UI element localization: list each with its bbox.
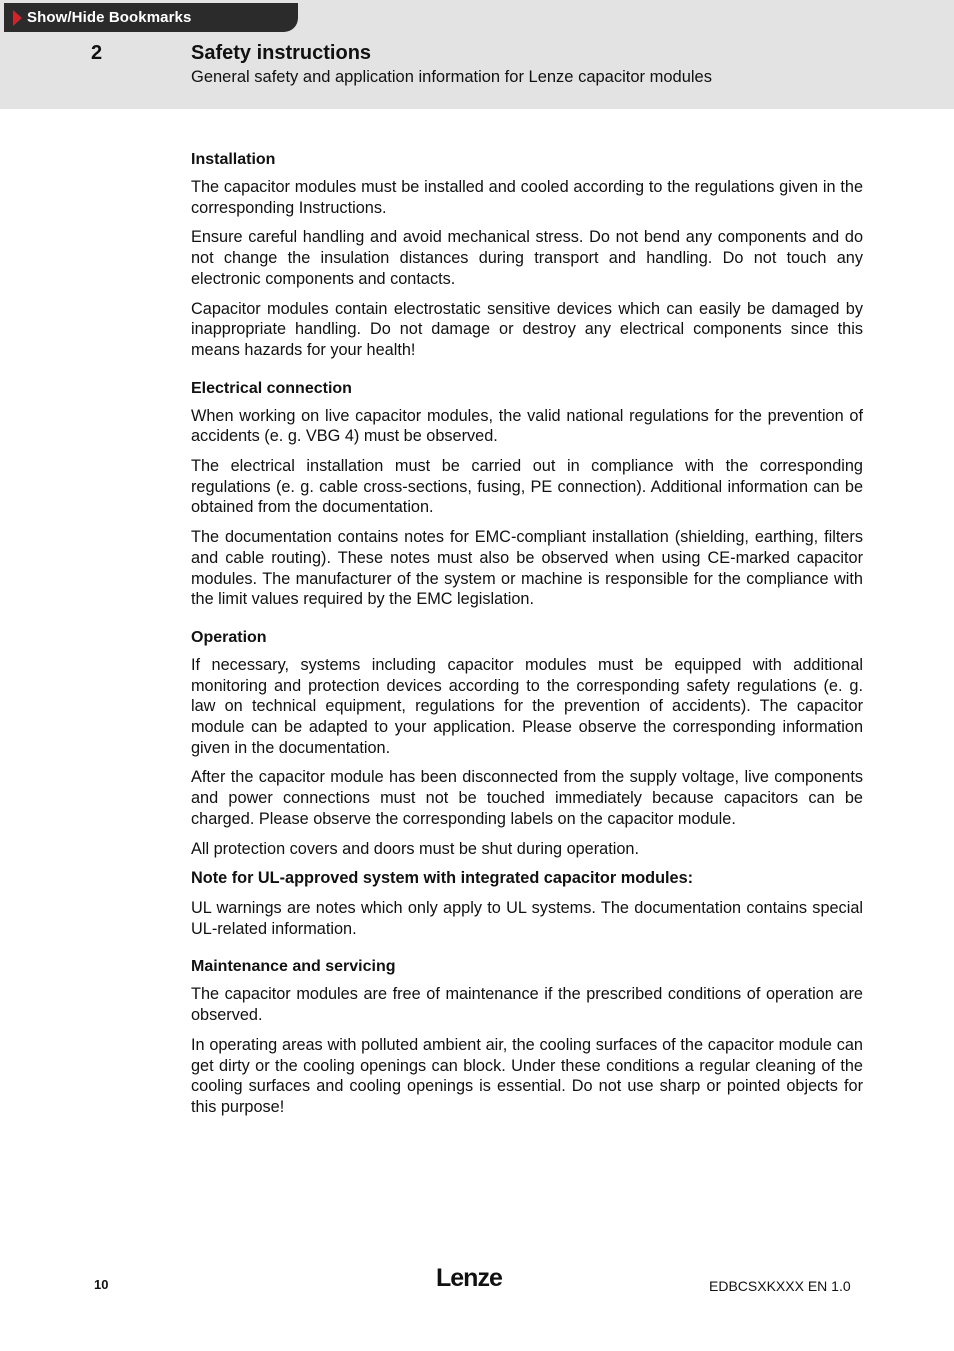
show-hide-bookmarks-button[interactable]: [4, 3, 298, 32]
section-maintenance: [191, 956, 863, 1117]
paragraph: The capacitor modules must be installed and cooled according to the regulations given in the corresponding Instructions.: [191, 178, 863, 217]
paragraph: The documentation contains notes for EMC-compliant installation (shielding, earthing, filters and cable routing). These notes must also be observed when using CE-marked capacitor modules. The manufacturer of the system or machine is responsible for the compliance with the limit values required by the EMC legislation.: [191, 528, 863, 609]
bookmarks-label: Show/Hide Bookmarks: [27, 9, 192, 26]
page-number: 10: [94, 1277, 109, 1292]
chapter-number: 2: [91, 42, 103, 64]
paragraph: The capacitor modules are free of maintenance if the prescribed conditions of operation are observed.: [191, 985, 863, 1025]
section-heading: Installation: [191, 151, 276, 168]
paragraph: Capacitor modules contain electrostatic sensitive devices which can easily be damaged by inappropriate handling. Do not damage or destroy any electrical components since this means hazards for your health!: [191, 299, 863, 359]
document-id: EDBCSXKXXX EN 1.0: [709, 1278, 851, 1294]
document-body: [191, 149, 863, 1135]
section-installation: [191, 149, 863, 361]
paragraph: The electrical installation must be carried out in compliance with the corresponding regulations (e. g. cable cross-sections, fusing, PE connection). Additional information can be obtained from the documentation.: [191, 457, 863, 517]
paragraph: If necessary, systems including capacitor modules must be equipped with additional monitoring and protection devices according to the corresponding safety regulations (e. g. law on technical equipment, regulations for the prevention of accidents). The capacitor module can be adapted to your application. Please observe the corresponding information given in the documentation.: [191, 655, 863, 757]
section-operation: [191, 627, 863, 939]
paragraph: In operating areas with polluted ambient air, the cooling surfaces of the capacitor module can get dirty or the cooling openings can block. Under these conditions a regular cleaning of the cooling surfaces and cooling openings is essential. Do not use sharp or pointed objects for this purpose!: [191, 1035, 863, 1116]
section-heading: Operation: [191, 628, 267, 646]
paragraph: After the capacitor module has been disconnected from the supply voltage, live components and power connections must not be touched immediately because capacitors can be charged. Please observe the corresponding labels on the capacitor module.: [191, 768, 863, 828]
lenze-logo: Lenze: [436, 1264, 502, 1292]
paragraph: Ensure careful handling and avoid mechanical stress. Do not bend any components and do not change the insulation distances during transport and handling. Do not touch any electronic components and contacts.: [191, 228, 863, 288]
section-heading: Electrical connection: [191, 379, 352, 397]
section-heading: Maintenance and servicing: [191, 958, 396, 976]
ul-note-heading: Note for UL-approved system with integrated capacitor modules:: [191, 869, 694, 888]
paragraph: When working on live capacitor modules, the valid national regulations for the prevention of accidents (e. g. VBG 4) must be observed.: [191, 406, 863, 446]
page-subtitle: General safety and application information for Lenze capacitor modules: [191, 68, 712, 86]
paragraph: All protection covers and doors must be shut during operation.: [191, 839, 639, 858]
section-electrical-connection: [191, 378, 863, 610]
page-title: Safety instructions: [191, 42, 372, 64]
ul-note-paragraph: UL warnings are notes which only apply to UL systems. The documentation contains special UL-related information.: [191, 898, 863, 938]
triangle-right-icon: [13, 10, 22, 26]
